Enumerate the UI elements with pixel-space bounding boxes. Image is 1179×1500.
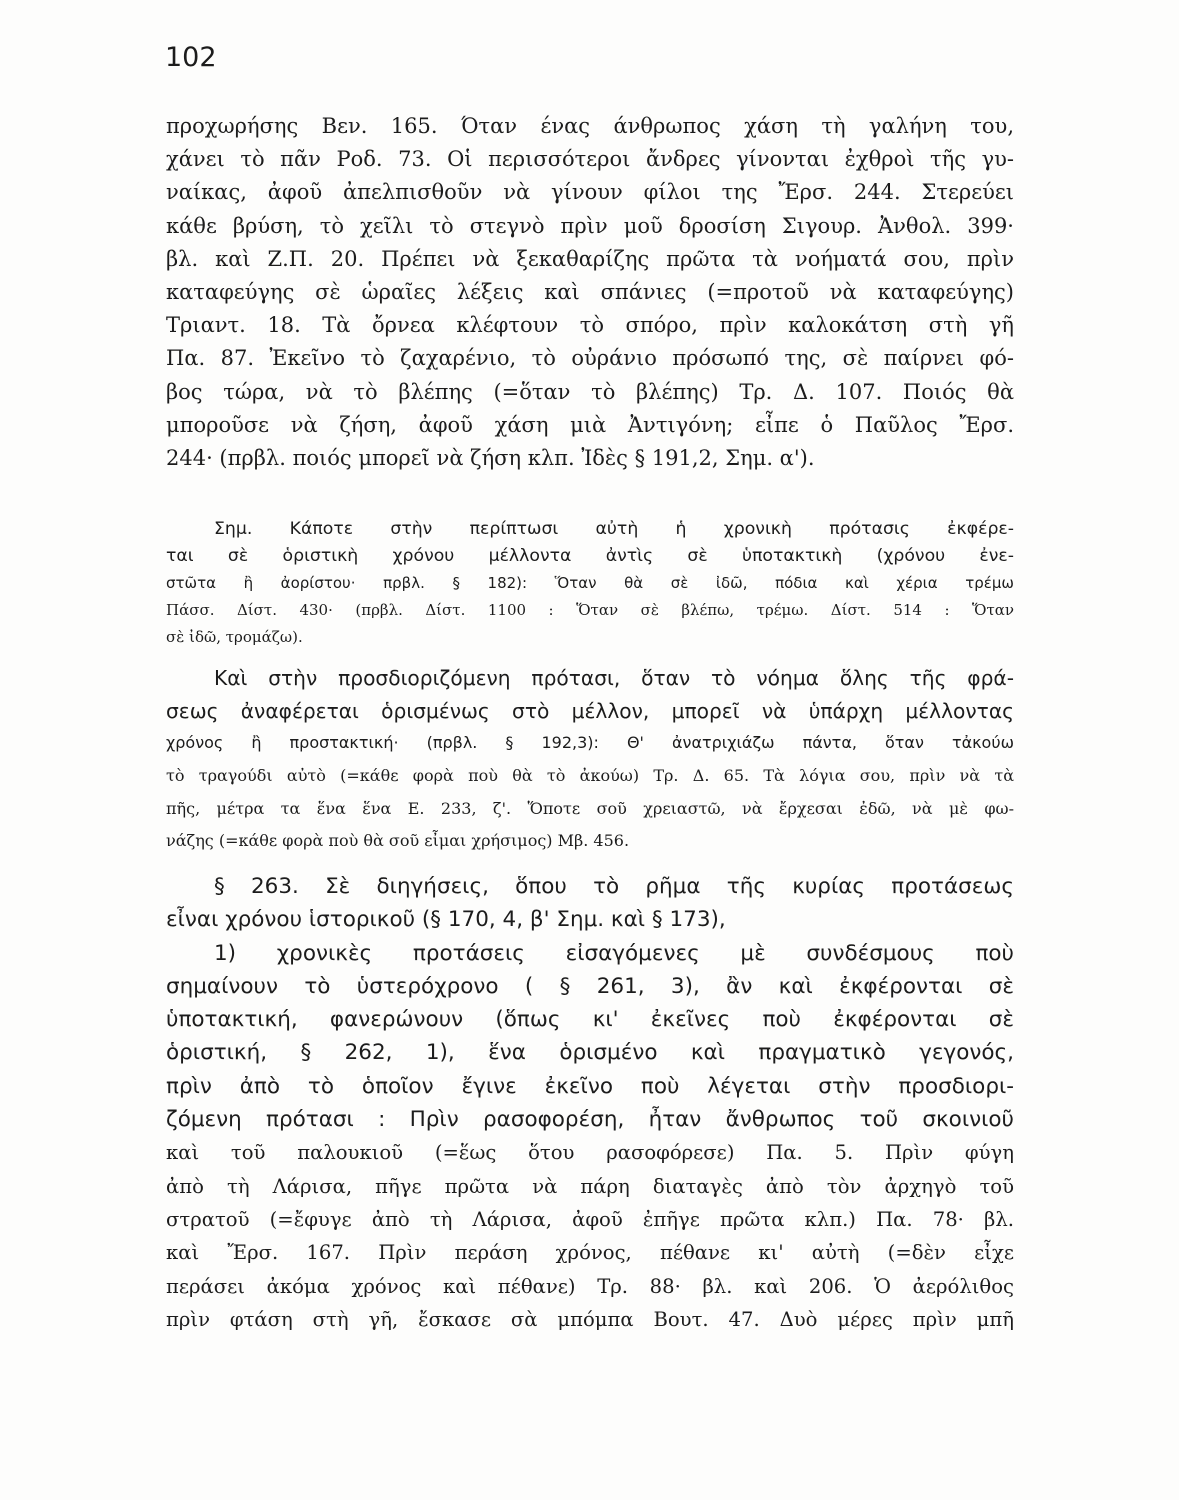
text-line: ὑποτακτική, φανερώνουν (ὅπως κι' ἐκεῖνες ποὺ ἐκφέρονται σὲ [166, 1007, 1014, 1033]
text-line: στρατοῦ (=ἔφυγε ἀπὸ τὴ Λάρισα, ἀφοῦ ἐπῆγε πρῶτα κλπ.) Πα. 78· βλ. [166, 1207, 1014, 1231]
text-line: καὶ τοῦ παλουκιοῦ (=ἕως ὅτου ρασοφόρεσε) Πα. 5. Πρὶν φύγη [166, 1141, 1014, 1165]
paragraph-future-tense [166, 662, 1014, 858]
text-line: χάνει τὸ πᾶν Ροδ. 73. Οἱ περισσότεροι ἄνδρες γίνονται ἐχθροὶ τῆς γυ- [166, 147, 1014, 172]
text-line: ζόμενη πρότασι : Πρὶν ρασοφορέση, ἦταν ἄνθρωπος τοῦ σκοινιοῦ [166, 1107, 1014, 1133]
text-line: Τριαντ. 18. Τὰ ὄρνεα κλέφτουν τὸ σπόρο, πρὶν καλοκάτση στὴ γῆ [166, 313, 1014, 338]
text-line: καὶ Ἔρσ. 167. Πρὶν περάση χρόνος, πέθανε κι' αὐτὴ (=δὲν εἶχε [166, 1241, 1014, 1265]
text-line: πρὶν ἀπὸ τὸ ὁποῖον ἔγινε ἐκεῖνο ποὺ λέγεται στὴν προσδιορι- [166, 1073, 1014, 1099]
text-line: τὸ τραγούδι αὐτὸ (=κάθε φορὰ ποὺ θὰ τὸ ἀκούω) Τρ. Δ. 65. Τὰ λόγια σου, πρὶν νὰ τὰ [166, 766, 1014, 786]
text-line: εἶναι χρόνου ἱστορικοῦ (§ 170, 4, β' Σημ. καὶ § 173), [166, 907, 726, 933]
text-line: 1) χρονικὲς προτάσεις εἰσαγόμενες μὲ συνδέσμους ποὺ [214, 940, 1014, 966]
text-line: προχωρήσης Βεν. 165. Όταν ένας άνθρωπος χάση τὴ γαλήνη του, [166, 114, 1014, 138]
note-paragraph [166, 516, 1014, 651]
text-line: περάσει ἀκόμα χρόνος καὶ πέθανε) Τρ. 88· βλ. καὶ 206. Ὁ ἀερόλιθος [166, 1274, 1014, 1298]
text-line: 244· (πρβλ. ποιός μπορεῖ νὰ ζήση κλπ. Ἰδὲς § 191,2, Σημ. α'). [166, 445, 815, 470]
text-line: μποροῦσε νὰ ζήση, ἀφοῦ χάση μιὰ Ἀντιγόνη; εἶπε ὁ Παῦλος Ἔρσ. [166, 412, 1014, 437]
text-line: κάθε βρύση, τὸ χεῖλι τὸ στεγνὸ πρὶν μοῦ δροσίση Σιγουρ. Ἀνθολ. 399· [166, 213, 1014, 238]
text-line: ἀπὸ τὴ Λάρισα, πῆγε πρῶτα νὰ πάρη διαταγὲς ἀπὸ τὸν ἀρχηγὸ τοῦ [166, 1174, 1014, 1198]
text-line: πρὶν φτάση στὴ γῆ, ἔσκασε σὰ μπόμπα Βουτ. 47. Δυὸ μέρες πρὶν μπῆ [166, 1307, 1014, 1331]
section-heading: § 263. Σὲ διηγήσεις, ὅπου τὸ ρῆμα τῆς κυρίας προτάσεως [214, 874, 1014, 899]
text-line: χρόνος ἢ προστακτική· (πρβλ. § 192,3): Θ' ἀνατριχιάζω πάντα, ὅταν τἀκούω [166, 733, 1014, 753]
text-line: πῆς, μέτρα τα ἕνα ἕνα Ε. 233, ζ'. Ὅποτε σοῦ χρειαστῶ, νὰ ἔρχεσαι ἐδῶ, νὰ μὲ φω- [166, 798, 1014, 818]
paragraph-examples [166, 110, 1014, 475]
text-line: Καὶ στὴν προσδιοριζόμενη πρότασι, ὅταν τὸ νόημα ὅλης τῆς φρά- [214, 666, 1014, 690]
text-line: σεως ἀναφέρεται ὁρισμένως στὸ μέλλον, μπορεῖ νὰ ὑπάρχη μέλλοντας [166, 698, 1014, 723]
text-line: καταφεύγης σὲ ὡραῖες λέξεις καὶ σπάνιες (=προτοῦ νὰ καταφεύγης) [166, 279, 1014, 304]
text-line: ται σὲ ὁριστικὴ χρόνου μέλλοντα ἀντὶς σὲ ὑποτακτικὴ (χρόνου ἐνε- [166, 546, 1014, 566]
text-line: βλ. καὶ Ζ.Π. 20. Πρέπει νὰ ξεκαθαρίζης πρῶτα τὰ νοήματά σου, πρὶν [166, 246, 1014, 271]
text-line: ὁριστική, § 262, 1), ἕνα ὁρισμένο καὶ πραγματικὸ γεγονός, [166, 1040, 1014, 1066]
section-263 [166, 870, 1014, 1336]
text-line: σημαίνουν τὸ ὑστερόχρονο ( § 261, 3), ἂν καὶ ἐκφέρονται σὲ [166, 973, 1014, 999]
text-line: νάζης (=κάθε φορὰ ποὺ θὰ σοῦ εἶμαι χρήσιμος) Μβ. 456. [166, 831, 630, 851]
text-line: Πα. 87. Ἐκεῖνο τὸ ζαχαρένιο, τὸ οὐράνιο πρόσωπό της, σὲ παίρνει φό- [166, 346, 1014, 371]
text-line: Πάσσ. Δίστ. 430· (πρβλ. Δίστ. 1100 : Ὅταν σὲ βλέπω, τρέμω. Δίστ. 514 : Ὅταν [166, 601, 1014, 619]
text-line: ναίκας, ἀφοῦ ἀπελπισθοῦν νὰ γίνουν φίλοι της Ἔρσ. 244. Στερεύει [166, 180, 1014, 205]
text-line: στῶτα ἢ ἀορίστου· πρβλ. § 182): Ὅταν θὰ σὲ ἰδῶ, πόδια καὶ χέρια τρέμω [166, 574, 1014, 592]
text-line: σὲ ἰδῶ, τρομάζω). [166, 628, 303, 646]
page-number: 102 [165, 42, 217, 73]
text-line: Σημ. Κάποτε στὴν περίπτωσι αὐτὴ ἡ χρονικὴ πρότασις ἐκφέρε- [214, 519, 1014, 539]
text-line: βος τώρα, νὰ τὸ βλέπης (=ὅταν τὸ βλέπης) Τρ. Δ. 107. Ποιός θὰ [166, 379, 1014, 404]
